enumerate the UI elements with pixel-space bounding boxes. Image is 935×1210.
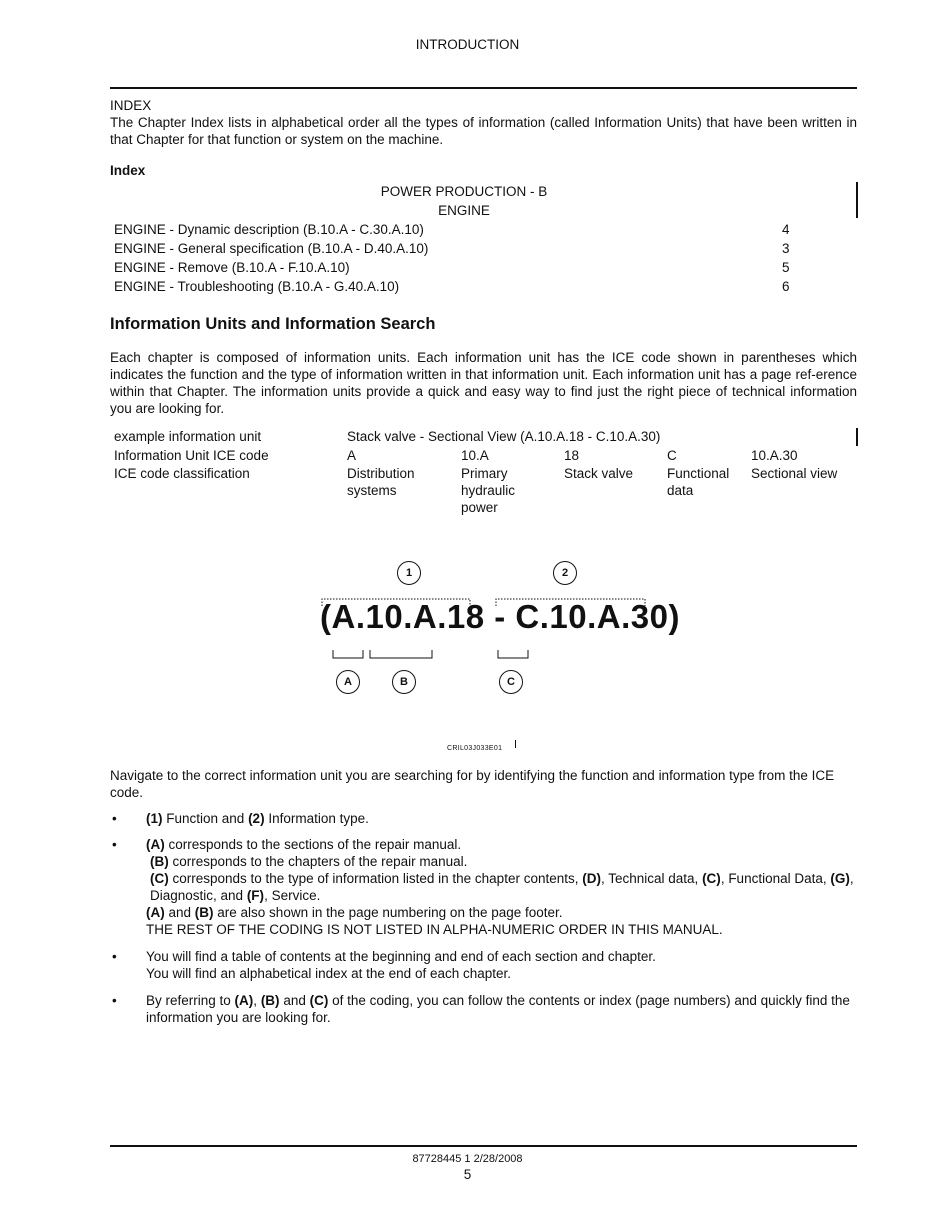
bullet-dot: • — [112, 949, 117, 964]
index-row-label: ENGINE - Troubleshooting (B.10.A - G.40.A.10) — [114, 279, 400, 294]
index-row — [114, 259, 814, 278]
ice-class: Distribution systems — [347, 466, 415, 498]
ice-code-large: (A.10.A.18 - C.10.A.30) — [320, 598, 680, 635]
list-item — [110, 948, 857, 982]
info-units-paragraph: Each chapter is composed of information units. Each information unit has the ICE code shown in parentheses which indicates the function and the type of information written in that information unit. Each information unit has a page ref-erence within that Chapter. The information units provide a quick and easy way to find just the right piece of technical information you are looking for. — [110, 350, 857, 416]
ice-class: Sectional view — [751, 466, 838, 481]
footer-doc-ref: 87728445 1 2/28/2008 — [412, 1153, 523, 1165]
key-ref: (A) — [146, 905, 165, 920]
text: and — [164, 905, 195, 920]
section-heading: Information Units and Information Search — [110, 315, 436, 333]
bullet-list — [110, 810, 857, 1035]
callout-b: B — [392, 670, 416, 694]
ice-row3-label: ICE code classification — [114, 466, 250, 481]
ice-class: Stack valve — [564, 466, 634, 481]
running-header: INTRODUCTION — [415, 37, 520, 52]
key-ref: (1) — [146, 811, 163, 826]
navigate-paragraph: Navigate to the correct information unit you are searching for by identifying the function and information type from the ICE code. — [110, 768, 835, 800]
key-ref: (C) — [309, 993, 329, 1008]
key-ref: (A) — [234, 993, 254, 1008]
text: , Diagnostic, and — [150, 871, 854, 903]
key-ref: (A) — [146, 837, 165, 852]
key-ref: (B) — [260, 993, 280, 1008]
index-sub-title: ENGINE — [438, 203, 490, 218]
callout-c: C — [499, 670, 523, 694]
ice-class: Primary hydraulic power — [461, 466, 516, 515]
text: You will find a table of contents at the beginning and end of each section and chapter. — [146, 949, 656, 964]
index-intro-heading: INDEX — [110, 98, 152, 113]
key-ref: (C) — [150, 871, 169, 886]
index-row-page: 6 — [782, 279, 790, 294]
bullet-dot: • — [112, 837, 117, 852]
bullet-dot: • — [112, 993, 117, 1008]
index-table — [114, 183, 814, 297]
callout-1: 1 — [397, 561, 421, 585]
index-group-title: POWER PRODUCTION - B — [380, 184, 548, 199]
ice-code-part: 10.A — [461, 448, 489, 463]
ice-code-diagram — [318, 558, 680, 708]
index-row — [114, 221, 814, 240]
text: You will find an alphabetical index at the end of each chapter. — [146, 966, 512, 981]
ice-code-part: C — [667, 448, 677, 463]
list-item — [110, 810, 857, 827]
text: of the coding, you can follow the contents or index (page numbers) and quickly find the information you are looking for. — [146, 993, 850, 1025]
figure-caption: CRIL03J033E01 — [447, 745, 503, 752]
text: , Functional Data, — [720, 871, 831, 886]
page-number: 5 — [463, 1167, 472, 1182]
index-row-label: ENGINE - Remove (B.10.A - F.10.A.10) — [114, 260, 350, 275]
ice-row1-label: example information unit — [114, 429, 262, 444]
ice-class: Functional data — [667, 466, 730, 498]
index-row — [114, 240, 814, 259]
key-ref: (2) — [248, 811, 265, 826]
index-row-page: 3 — [782, 241, 790, 256]
text: corresponds to the chapters of the repair manual. — [168, 854, 468, 869]
list-item — [110, 836, 857, 938]
bullet-dot: • — [112, 811, 117, 826]
ice-code-part: 10.A.30 — [751, 448, 798, 463]
ice-code-part: 18 — [564, 448, 580, 463]
index-intro — [110, 97, 857, 148]
index-heading: Index — [110, 163, 146, 178]
key-ref: (F) — [246, 888, 265, 903]
text: corresponds to the sections of the repair manual. — [164, 837, 462, 852]
change-bar — [856, 428, 858, 446]
ice-row2-label: Information Unit ICE code — [114, 448, 269, 463]
text: and — [279, 993, 310, 1008]
index-row — [114, 278, 814, 297]
text: , Service. — [264, 888, 321, 903]
index-row-label: ENGINE - Dynamic description (B.10.A - C.30.A.10) — [114, 222, 424, 237]
text: , Technical data, — [600, 871, 703, 886]
key-ref: (C) — [702, 871, 721, 886]
text: By referring to — [146, 993, 235, 1008]
text: Information type. — [264, 811, 369, 826]
text: Function and — [162, 811, 249, 826]
index-row-page: 5 — [782, 260, 790, 275]
list-item — [110, 992, 857, 1026]
key-ref: (D) — [582, 871, 601, 886]
ice-code-part: A — [347, 448, 357, 463]
index-row-page: 4 — [782, 222, 790, 237]
index-row-label: ENGINE - General specification (B.10.A - D.40.A.10) — [114, 241, 429, 256]
text: , — [253, 993, 261, 1008]
footer-rule — [110, 1145, 857, 1147]
callout-a: A — [336, 670, 360, 694]
change-bar — [856, 182, 858, 218]
index-intro-paragraph: The Chapter Index lists in alphabetical order all the types of information (called Information Units) that have been written in that Chapter for that function or system on the machine. — [110, 115, 857, 147]
notice-text: THE REST OF THE CODING IS NOT LISTED IN ALPHA-NUMERIC ORDER IN THIS MANUAL. — [146, 922, 723, 937]
text: corresponds to the type of information listed in the chapter contents, — [168, 871, 583, 886]
change-bar — [515, 740, 516, 748]
callout-2: 2 — [553, 561, 577, 585]
header-rule — [110, 87, 857, 89]
ice-row1-value: Stack valve - Sectional View (A.10.A.18 - C.10.A.30) — [347, 429, 661, 444]
text: are also shown in the page numbering on the page footer. — [213, 905, 563, 920]
key-ref: (B) — [194, 905, 214, 920]
key-ref: (B) — [150, 854, 169, 869]
key-ref: (G) — [830, 871, 850, 886]
